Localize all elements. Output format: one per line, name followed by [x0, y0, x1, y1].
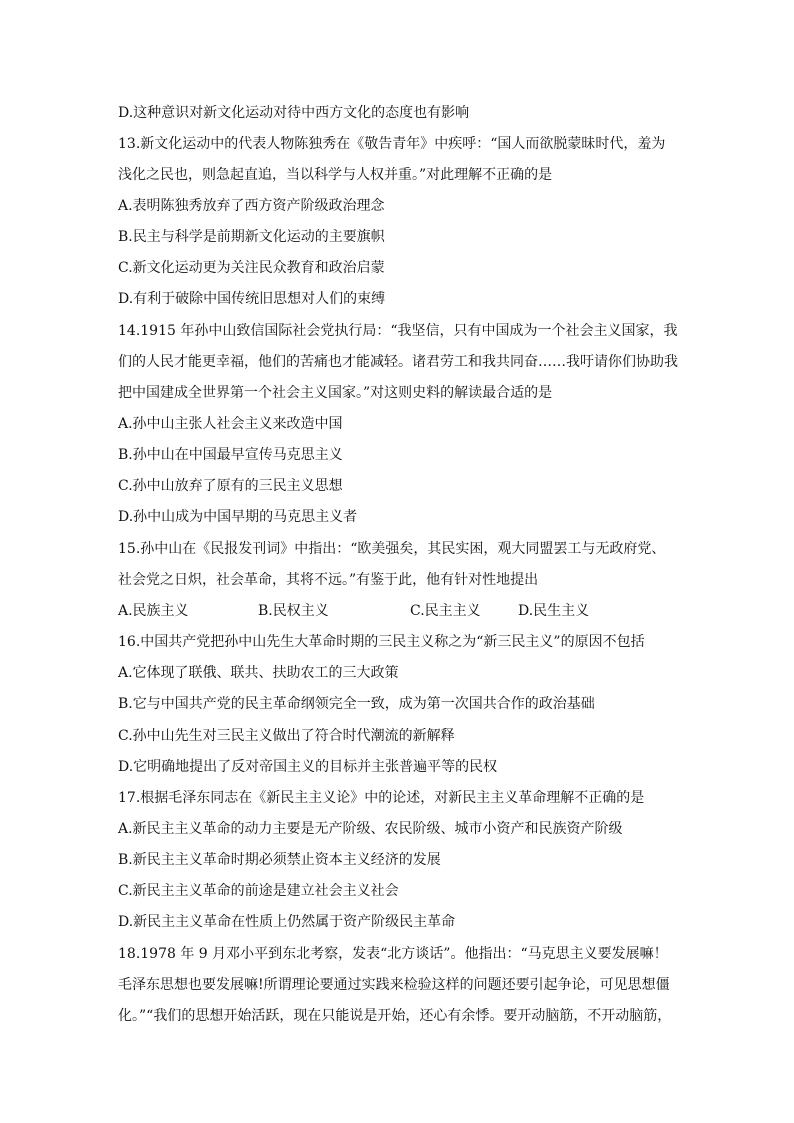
- q14-option-c: C.孙中山放弃了原有的三民主义思想: [118, 478, 343, 494]
- q13-option-a: A.表明陈独秀放弃了西方资产阶级政治理念: [118, 198, 385, 214]
- q15-option-c: C.民主主义: [410, 603, 481, 619]
- q15-option-a: A.民族主义: [118, 603, 189, 619]
- q13-stem-line-1: 13.新文化运动中的代表人物陈独秀在《敬告青年》中疾呼：“国人而欲脱蒙昧时代，羞为: [118, 136, 666, 152]
- q18-stem-line-2: 毛泽东思想也要发展嘛!所谓理论要通过实践来检验这样的问题还要引起争论，可见思想僵: [118, 977, 670, 993]
- q17-option-c: C.新民主主义革命的前途是建立社会主义社会: [118, 883, 399, 899]
- q14-stem-line-2: 们的人民才能更幸福，他们的苦痛也才能减轻。诸君劳工和我共同奋……我吁请你们协助我: [118, 354, 678, 370]
- q17-option-d: D.新民主主义革命在性质上仍然属于资产阶级民主革命: [118, 914, 456, 930]
- q17-option-b: B.新民主主义革命时期必须禁止资本主义经济的发展: [118, 852, 441, 868]
- q13-option-b: B.民主与科学是前期新文化运动的主要旗帜: [118, 229, 385, 245]
- q13-option-d: D.有利于破除中国传统旧思想对人们的束缚: [118, 291, 386, 307]
- q16-option-c: C.孙中山先生对三民主义做出了符合时代潮流的新解释: [118, 728, 455, 744]
- q16-option-a: A.它体现了联俄、联共、扶助农工的三大政策: [118, 665, 399, 681]
- q14-option-d: D.孙中山成为中国早期的马克思主义者: [118, 509, 358, 525]
- q17-option-a: A.新民主主义革命的动力主要是无产阶级、农民阶级、城市小资产和民族资产阶级: [118, 821, 623, 837]
- q18-stem-line-1: 18.1978 年 9 月邓小平到东北考察，发表“北方谈话”。他指出：“马克思主义要发展嘛！: [118, 946, 668, 962]
- q13-stem-line-2: 浅化之民也，则急起直追，当以科学与人权并重。”对此理解不正确的是: [118, 167, 553, 183]
- q16-stem: 16.中国共产党把孙中山先生大革命时期的三民主义称之为“新三民主义”的原因不包括: [118, 634, 645, 650]
- q14-option-b: B.孙中山在中国最早宣传马克思主义: [118, 447, 343, 463]
- q16-option-b: B.它与中国共产党的民主革命纲领完全一致，成为第一次国共合作的政治基础: [118, 696, 595, 712]
- q12-option-d: D.这种意识对新文化运动对待中西方文化的态度也有影响: [118, 105, 470, 121]
- q17-stem: 17.根据毛泽东同志在《新民主主义论》中的论述，对新民主主义革命理解不正确的是: [118, 790, 645, 806]
- q15-option-b: B.民权主义: [258, 603, 329, 619]
- q15-stem-line-2: 社会党之日炽，社会革命，其将不远。”有鉴于此，他有针对性地提出: [118, 572, 539, 588]
- q15-option-d: D.民生主义: [518, 603, 590, 619]
- q14-stem-line-3: 把中国建成全世界第一个社会主义国家。”对这则史料的解读最合适的是: [118, 385, 553, 401]
- q14-stem-line-1: 14.1915 年孙中山致信国际社会党执行局：“我坚信，只有中国成为一个社会主义国家，我: [118, 323, 678, 339]
- q13-option-c: C.新文化运动更为关注民众教育和政治启蒙: [118, 260, 385, 276]
- q18-stem-line-3: 化。”“我们的思想开始活跃，现在只能说是开始，还心有余悸。要开动脑筋，不开动脑筋，: [118, 1008, 672, 1024]
- q15-stem-line-1: 15.孙中山在《民报发刊词》中指出：“欧美强矣，其民实困，观大同盟罢工与无政府党、: [118, 541, 666, 557]
- q16-option-d: D.它明确地提出了反对帝国主义的目标并主张普遍平等的民权: [118, 759, 498, 775]
- q14-option-a: A.孙中山主张人社会主义来改造中国: [118, 416, 343, 432]
